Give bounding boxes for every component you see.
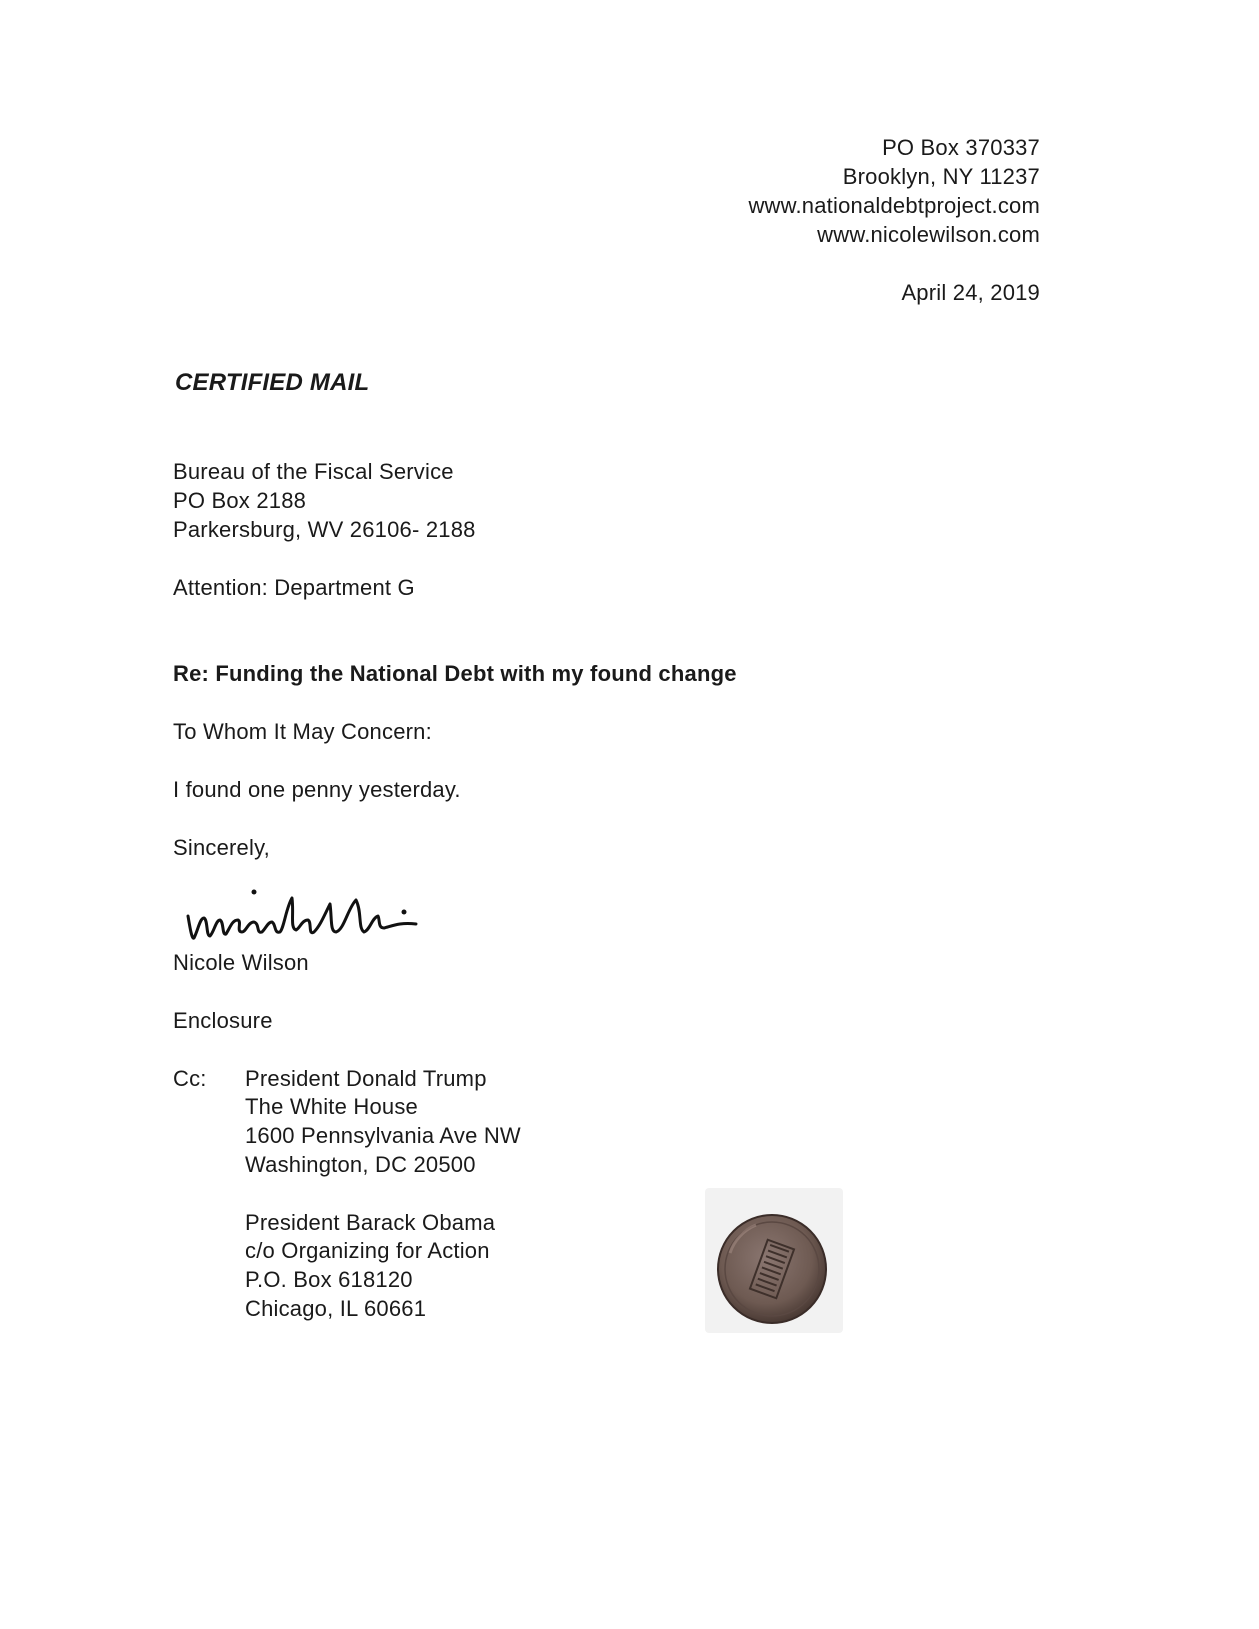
cc-1-line-3: 1600 Pennsylvania Ave NW bbox=[245, 1123, 521, 1148]
cc-1-line-2: The White House bbox=[245, 1094, 418, 1119]
attention-line: Attention: Department G bbox=[173, 575, 415, 600]
cc-1-line-1: President Donald Trump bbox=[245, 1066, 487, 1091]
cc-2-line-1: President Barack Obama bbox=[245, 1210, 496, 1235]
signer-name: Nicole Wilson bbox=[173, 950, 309, 975]
enclosure-note: Enclosure bbox=[173, 1008, 273, 1033]
cc-1-line-4: Washington, DC 20500 bbox=[245, 1152, 476, 1177]
closing: Sincerely, bbox=[173, 835, 270, 860]
letter-body: I found one penny yesterday. bbox=[173, 777, 461, 802]
sender-website-1: www.nationaldebtproject.com bbox=[748, 193, 1040, 218]
sender-website-2: www.nicolewilson.com bbox=[817, 222, 1040, 247]
certified-mail-heading: CERTIFIED MAIL bbox=[175, 369, 370, 396]
letter-date: April 24, 2019 bbox=[901, 280, 1040, 305]
salutation: To Whom It May Concern: bbox=[173, 719, 432, 744]
cc-label: Cc: bbox=[173, 1066, 207, 1091]
recipient-line-2: PO Box 2188 bbox=[173, 488, 307, 513]
cc-2-line-3: P.O. Box 618120 bbox=[245, 1267, 413, 1292]
recipient-line-1: Bureau of the Fiscal Service bbox=[173, 459, 454, 484]
sender-address-line-1: PO Box 370337 bbox=[882, 135, 1040, 160]
cc-2-line-2: c/o Organizing for Action bbox=[245, 1238, 490, 1263]
penny-coin bbox=[716, 1213, 828, 1325]
handwritten-signature bbox=[180, 878, 440, 958]
recipient-line-3: Parkersburg, WV 26106- 2188 bbox=[173, 517, 476, 542]
sender-address-line-2: Brooklyn, NY 11237 bbox=[842, 164, 1040, 189]
cc-2-line-4: Chicago, IL 60661 bbox=[245, 1296, 427, 1321]
subject-line: Re: Funding the National Debt with my found change bbox=[173, 661, 737, 686]
